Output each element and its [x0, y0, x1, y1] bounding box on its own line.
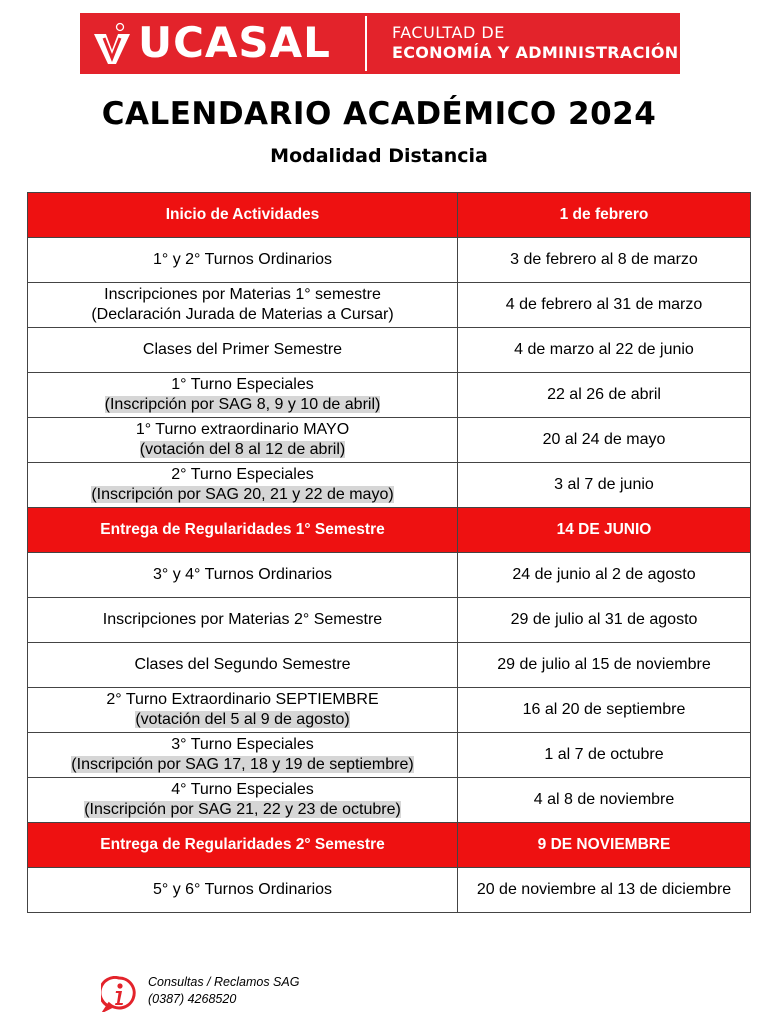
event-cell [28, 553, 458, 598]
event-label: 4° Turno Especiales [171, 781, 314, 798]
event-label: 2° Turno Especiales [171, 466, 314, 483]
section-header-row [28, 823, 751, 868]
page-subtitle: Modalidad Distancia [270, 145, 488, 167]
date-cell: 20 de noviembre al 13 de diciembre [458, 868, 751, 913]
event-note: (votación del 5 al 9 de agosto) [135, 711, 350, 728]
event-label: Inicio de Actividades [165, 206, 320, 223]
banner-divider [365, 16, 367, 71]
section-header-row [28, 193, 751, 238]
event-note: (Inscripción por SAG 17, 18 y 19 de septiembre) [71, 756, 414, 773]
event-label: 2° Turno Extraordinario SEPTIEMBRE [106, 691, 379, 708]
date-cell: 14 DE JUNIO [458, 508, 751, 553]
date-cell: 4 al 8 de noviembre [458, 778, 751, 823]
footer-text [148, 974, 408, 1008]
table-row [28, 688, 751, 733]
event-label: 3° y 4° Turnos Ordinarios [152, 566, 333, 583]
table-row [28, 328, 751, 373]
event-cell [28, 733, 458, 778]
page-title: CALENDARIO ACADÉMICO 2024 [101, 96, 657, 132]
date-cell: 4 de febrero al 31 de marzo [458, 283, 751, 328]
event-cell [28, 778, 458, 823]
event-note: (votación del 8 al 12 de abril) [139, 441, 346, 458]
event-cell [28, 868, 458, 913]
event-cell [28, 193, 458, 238]
event-cell [28, 508, 458, 553]
event-note: (Inscripción por SAG 20, 21 y 22 de mayo) [91, 486, 394, 503]
date-cell: 1 al 7 de octubre [458, 733, 751, 778]
event-label: Clases del Primer Semestre [142, 341, 343, 358]
calendar-table [27, 192, 751, 913]
date-cell: 9 DE NOVIEMBRE [458, 823, 751, 868]
event-cell [28, 823, 458, 868]
table-row [28, 778, 751, 823]
event-cell [28, 643, 458, 688]
table-row [28, 868, 751, 913]
ucasal-logo-icon [92, 22, 132, 66]
table-row [28, 733, 751, 778]
table-row [28, 553, 751, 598]
event-cell [28, 373, 458, 418]
event-label: Inscripciones por Materias 2° Semestre [102, 611, 383, 628]
date-cell: 24 de junio al 2 de agosto [458, 553, 751, 598]
table-row [28, 238, 751, 283]
date-cell: 3 de febrero al 8 de marzo [458, 238, 751, 283]
event-label: Entrega de Regularidades 2° Semestre [100, 836, 385, 853]
event-label: 5° y 6° Turnos Ordinarios [152, 881, 333, 898]
date-cell: 22 al 26 de abril [458, 373, 751, 418]
event-label: 3° Turno Especiales [171, 736, 314, 753]
table-row [28, 283, 751, 328]
date-cell: 20 al 24 de mayo [458, 418, 751, 463]
table-row [28, 373, 751, 418]
event-note: (Inscripción por SAG 8, 9 y 10 de abril) [104, 396, 381, 413]
event-cell [28, 688, 458, 733]
faculty-name [392, 23, 678, 63]
calendar-body [28, 193, 751, 913]
event-cell [28, 598, 458, 643]
date-cell: 3 al 7 de junio [458, 463, 751, 508]
event-cell [28, 328, 458, 373]
date-cell: 29 de julio al 15 de noviembre [458, 643, 751, 688]
date-cell: 1 de febrero [458, 193, 751, 238]
event-note: (Inscripción por SAG 21, 22 y 23 de octubre) [84, 801, 401, 818]
event-cell [28, 463, 458, 508]
faculty-line1: FACULTAD DE [392, 23, 505, 42]
event-cell [28, 238, 458, 283]
event-label: (Declaración Jurada de Materias a Cursar) [91, 306, 394, 323]
event-label: Entrega de Regularidades 1° Semestre [100, 521, 385, 538]
section-header-row [28, 508, 751, 553]
date-cell: 4 de marzo al 22 de junio [458, 328, 751, 373]
footer-line2: (0387) 4268520 [148, 992, 237, 1006]
footer-line1: Consultas / Reclamos SAG [148, 975, 300, 989]
table-row [28, 643, 751, 688]
date-cell: 29 de julio al 31 de agosto [458, 598, 751, 643]
event-label: Clases del Segundo Semestre [134, 656, 351, 673]
event-cell [28, 283, 458, 328]
table-row [28, 598, 751, 643]
event-cell [28, 418, 458, 463]
table-row [28, 463, 751, 508]
faculty-line2: ECONOMÍA Y ADMINISTRACIÓN [392, 43, 679, 62]
date-cell: 16 al 20 de septiembre [458, 688, 751, 733]
header-banner [80, 13, 680, 74]
event-label: 1° Turno Especiales [171, 376, 314, 393]
info-icon [101, 976, 137, 1012]
event-label: 1° y 2° Turnos Ordinarios [152, 251, 333, 268]
event-label: Inscripciones por Materias 1° semestre [104, 286, 381, 303]
event-label: 1° Turno extraordinario MAYO [135, 421, 350, 438]
brand-name: UCASAL [138, 18, 331, 67]
table-row [28, 418, 751, 463]
